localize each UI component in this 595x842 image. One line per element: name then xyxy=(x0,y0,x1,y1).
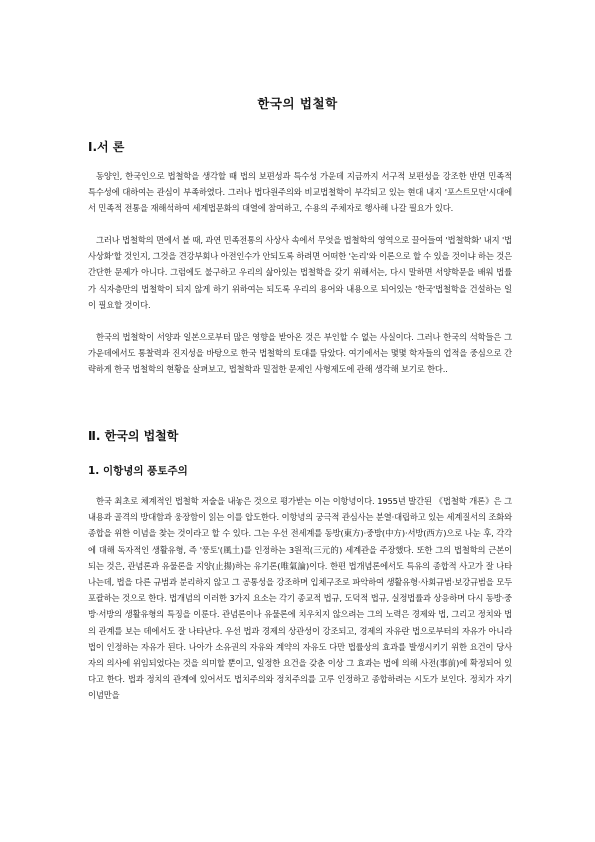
intro-paragraph-2: 그러나 법철학의 면에서 볼 때, 과연 민족전통의 사상사 속에서 무엇을 법철학의 영역으로 끌어들여 '법철학화' 내지 '법사상화'할 것인지, 그것을 견강부회나 아전인수가 안되도록 하려면 어떠한 '논리'와 이론으로 할 수 있을 것이냐 하는 것은 간단한 문제가 아니다. 그럼에도 불구하고 우리의 삶아있는 법철학을 갖기 위해서는, 다시 말하면 서양학문을 배워 법률가 식자층만의 법철학이 되지 않게 하기 위하여는 되도록 우리의 용어와 내용으로 되어있는 '한국'법철학을 건설하는 일이 필요할 것이다. xyxy=(88,235,512,310)
subsection-heading-lee-hangnyeong: 1. 이항녕의 풍토주의 xyxy=(88,465,188,477)
section-heading-korean-legal-philosophy: Ⅱ. 한국의 법철학 xyxy=(88,429,179,443)
intro-paragraph-1: 동양인, 한국인으로 법철학을 생각할 때 법의 보편성과 특수성 가운데 지금까지 서구적 보편성을 강조한 반면 민족적 특수성에 대하여는 관심이 부족하였다. 그러나 법다원주의와 비교법철학이 부각되고 있는 현대 내지 '포스트모던'시대에서 민족적 전통을 재해석하여 세계법문화의 대열에 참여하고, 수용의 주체자로 행사해 나갈 필요가 있다. xyxy=(88,171,512,214)
section-heading-introduction: Ⅰ.서 론 xyxy=(88,140,125,154)
document-title: 한국의 법철학 xyxy=(257,96,338,111)
intro-paragraph-3: 한국의 법철학이 서양과 일본으로부터 많은 영향을 받아온 것은 부인할 수 없는 사실이다. 그러나 한국의 석학들은 그 가운데에서도 통찰력과 진지성을 바탕으로 한국 법철학의 토대를 닦았다. 여기에서는 몇몇 학자들의 업적을 중심으로 간략하게 한국 법철학의 현황을 살펴보고, 법철학과 밀접한 문제인 사형제도에 관해 생각해 보기로 한다.. xyxy=(88,332,512,375)
lee-hangnyeong-paragraph: 한국 최초로 체계적인 법철학 저술을 내놓은 것으로 평가받는 이는 이항녕이다. 1955년 발간된 《법철학 개론》은 그 내용과 골격의 방대함과 웅장함이 읽는 이를 압도한다. 이항녕의 궁극적 관심사는 분열·대립하고 있는 세계질서의 조화와 종합을 위한 이념을 찾는 것이라고 할 수 있다. 그는 우선 전세계를 동방(東方)·중방(中方)·서방(西方)으로 나눈 후, 각각에 대해 독자적인 생활유형, 즉 '풍토'(風土)를 인정하는 3원적(三元的) 세계관을 주장했다. 또한 그의 법철학의 근본이 되는 것은, 관념론과 유물론을 지양(止揚)하는 유기론(唯氣論)이다. 한편 법개념론에서도 특유의 종합적 사고가 잘 나타나는데, 법을 다른 규범과 분리하지 않고 그 공통성을 강조하며 입체구조로 파악하여 생활유형·사회규범·보강규범을 모두 포괄하는 것으로 한다. 법개념의 이러한 3가지 요소는 각기 종교적 법규, 도덕적 법규, 실정법률과 상응하며 다시 동방·중방·서방의 생활유형의 특징을 이룬다. 관념론이나 유물론에 치우치지 않으려는 그의 노력은 경제와 법, 그리고 정치와 법의 관계를 보는 데에서도 잘 나타난다. 우선 법과 경제의 상관성이 강조되고, 경제의 자유란 법으로부터의 자유가 아니라 법이 인정하는 자유가 된다. 나아가 소유권의 자유와 계약의 자유도 다만 법률상의 효과를 발생시키기 위한 요건이 당사자의 의사에 위임되었다는 것을 의미할 뿐이고, 일정한 요건을 갖춘 이상 그 효과는 법에 의해 사전(事前)에 확정되어 있다고 한다. 법과 정치의 관계에 있어서도 법치주의와 정치주의를 고루 인정하고 종합하려는 시도가 보인다. 정치가 자기 이념만을 xyxy=(88,496,512,701)
